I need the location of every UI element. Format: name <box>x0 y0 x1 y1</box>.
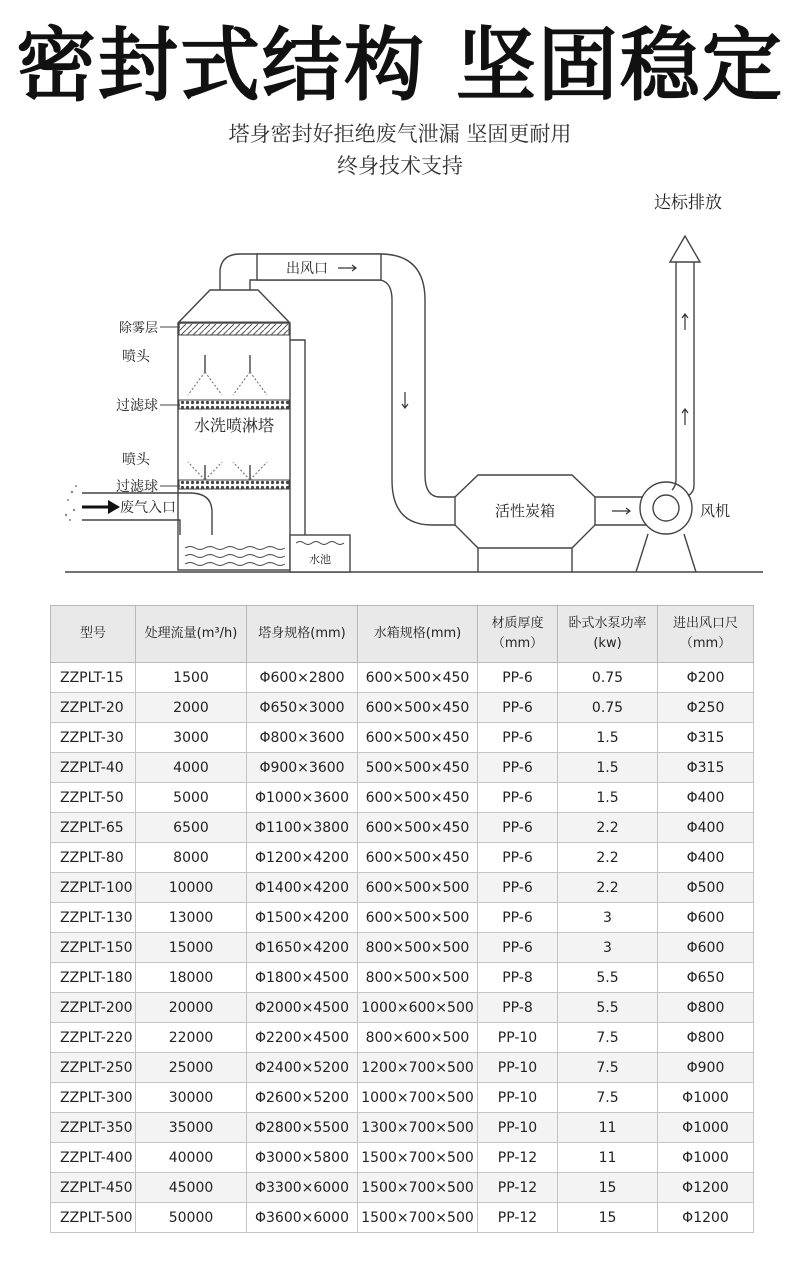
table-cell: 15 <box>558 1173 658 1203</box>
table-cell: PP-6 <box>478 813 558 843</box>
table-cell: ZZPLT-220 <box>51 1023 136 1053</box>
table-cell: 1500×700×500 <box>358 1143 478 1173</box>
table-cell: 1.5 <box>558 753 658 783</box>
table-cell: 800×600×500 <box>358 1023 478 1053</box>
table-cell: PP-6 <box>478 693 558 723</box>
filter-ball-layer-upper <box>179 400 289 409</box>
label-filter-ball-lower: 过滤球 <box>116 479 158 495</box>
label-tower-name: 水洗喷淋塔 <box>193 416 275 435</box>
table-cell: 800×500×500 <box>358 933 478 963</box>
table-cell: 600×500×500 <box>358 903 478 933</box>
table-row <box>51 723 754 753</box>
table-cell: Φ1200 <box>658 1203 754 1233</box>
table-cell: 11 <box>558 1143 658 1173</box>
table-cell: Φ2600×5200 <box>247 1083 358 1113</box>
table-cell: 3 <box>558 933 658 963</box>
table-cell: PP-12 <box>478 1173 558 1203</box>
table-cell: ZZPLT-65 <box>51 813 136 843</box>
table-cell: ZZPLT-350 <box>51 1113 136 1143</box>
table-row <box>51 873 754 903</box>
table-cell: 11 <box>558 1113 658 1143</box>
table-row <box>51 963 754 993</box>
table-cell: ZZPLT-15 <box>51 663 136 693</box>
table-cell: Φ2000×4500 <box>247 993 358 1023</box>
duct-lower-inner <box>425 475 455 497</box>
table-cell: 7.5 <box>558 1053 658 1083</box>
table-cell: 30000 <box>136 1083 247 1113</box>
table-cell: Φ3000×5800 <box>247 1143 358 1173</box>
table-cell: Φ900 <box>658 1053 754 1083</box>
table-cell: PP-8 <box>478 963 558 993</box>
subtitle-line-2: 终身技术支持 <box>337 154 463 178</box>
table-cell: Φ1000 <box>658 1083 754 1113</box>
table-row <box>51 1173 754 1203</box>
table-cell: PP-10 <box>478 1053 558 1083</box>
headline: 密封式结构 坚固稳定 <box>16 19 784 112</box>
table-row <box>51 663 754 693</box>
table-cell: 25000 <box>136 1053 247 1083</box>
table-cell: PP-6 <box>478 663 558 693</box>
table-cell: 1500×700×500 <box>358 1173 478 1203</box>
table-cell: 800×500×500 <box>358 963 478 993</box>
table-row <box>51 1053 754 1083</box>
label-filter-ball-upper: 过滤球 <box>116 398 158 414</box>
label-water-tank: 水池 <box>309 553 331 566</box>
table-cell: PP-8 <box>478 993 558 1023</box>
table-cell: PP-6 <box>478 753 558 783</box>
table-cell: Φ2200×4500 <box>247 1023 358 1053</box>
table-cell: 10000 <box>136 873 247 903</box>
tower-body <box>178 323 290 570</box>
filter-ball-layer-lower <box>179 480 289 489</box>
table-row <box>51 1143 754 1173</box>
table-cell: 15000 <box>136 933 247 963</box>
table-cell: Φ600 <box>658 933 754 963</box>
table-cell: 7.5 <box>558 1023 658 1053</box>
table-cell: 6500 <box>136 813 247 843</box>
table-cell: ZZPLT-150 <box>51 933 136 963</box>
label-air-outlet: 出风口 <box>286 261 328 277</box>
table-cell: 35000 <box>136 1113 247 1143</box>
table-row <box>51 933 754 963</box>
table-cell: Φ200 <box>658 663 754 693</box>
table-row <box>51 1083 754 1113</box>
inlet-arrow-head <box>108 500 120 514</box>
table-cell: 3 <box>558 903 658 933</box>
table-cell: Φ1500×4200 <box>247 903 358 933</box>
table-cell: 600×500×500 <box>358 873 478 903</box>
table-row <box>51 843 754 873</box>
table-cell: ZZPLT-180 <box>51 963 136 993</box>
label-nozzle-upper: 喷头 <box>122 349 150 365</box>
header-cell: 塔身规格(mm) <box>247 606 358 663</box>
table-row <box>51 753 754 783</box>
table-cell: Φ400 <box>658 843 754 873</box>
table-cell: ZZPLT-50 <box>51 783 136 813</box>
table-cell: Φ600 <box>658 903 754 933</box>
table-cell: Φ500 <box>658 873 754 903</box>
table-cell: Φ900×3600 <box>247 753 358 783</box>
header-cell: 材质厚度（mm） <box>478 606 558 663</box>
table-cell: 600×500×450 <box>358 843 478 873</box>
label-nozzle-lower: 喷头 <box>122 452 150 468</box>
table-cell: Φ1650×4200 <box>247 933 358 963</box>
table-cell: PP-6 <box>478 873 558 903</box>
inlet-duct-bottom <box>82 520 180 535</box>
subtitle-line-1: 塔身密封好拒绝废气泄漏 坚固更耐用 <box>228 122 572 146</box>
table-cell: Φ650×3000 <box>247 693 358 723</box>
stack-cap <box>670 236 700 262</box>
table-cell: 600×500×450 <box>358 723 478 753</box>
table-cell: ZZPLT-40 <box>51 753 136 783</box>
table-cell: Φ400 <box>658 813 754 843</box>
table-cell: 8000 <box>136 843 247 873</box>
table-cell: Φ1000×3600 <box>247 783 358 813</box>
table-row <box>51 1113 754 1143</box>
table-cell: 1200×700×500 <box>358 1053 478 1083</box>
table-cell: Φ1000 <box>658 1113 754 1143</box>
table-cell: 7.5 <box>558 1083 658 1113</box>
table-cell: 500×500×450 <box>358 753 478 783</box>
table-cell: Φ1200 <box>658 1173 754 1203</box>
table-cell: ZZPLT-400 <box>51 1143 136 1173</box>
table-cell: Φ315 <box>658 723 754 753</box>
duct-bend-inner <box>380 280 392 480</box>
table-row <box>51 693 754 723</box>
table-cell: Φ1800×4500 <box>247 963 358 993</box>
table-cell: ZZPLT-100 <box>51 873 136 903</box>
table-cell: 1500×700×500 <box>358 1203 478 1233</box>
table-cell: PP-12 <box>478 1143 558 1173</box>
table-cell: 50000 <box>136 1203 247 1233</box>
label-gas-inlet: 废气入口 <box>120 500 176 516</box>
table-cell: Φ600×2800 <box>247 663 358 693</box>
table-cell: 0.75 <box>558 693 658 723</box>
stack-right <box>688 268 694 496</box>
table-cell: 1.5 <box>558 723 658 753</box>
table-cell: 4000 <box>136 753 247 783</box>
table-cell: ZZPLT-450 <box>51 1173 136 1203</box>
table-cell: 2.2 <box>558 813 658 843</box>
table-cell: 13000 <box>136 903 247 933</box>
table-cell: 15 <box>558 1203 658 1233</box>
table-cell: 5.5 <box>558 963 658 993</box>
label-demister-layer: 除雾层 <box>118 321 158 336</box>
table-cell: Φ2400×5200 <box>247 1053 358 1083</box>
table-cell: Φ2800×5500 <box>247 1113 358 1143</box>
table-cell: ZZPLT-500 <box>51 1203 136 1233</box>
spec-table <box>50 605 754 1233</box>
table-cell: ZZPLT-300 <box>51 1083 136 1113</box>
table-header-row <box>51 606 754 663</box>
table-cell: 2.2 <box>558 873 658 903</box>
table-cell: Φ800×3600 <box>247 723 358 753</box>
header-cell: 型号 <box>51 606 136 663</box>
label-outlet-top: 达标排放 <box>654 193 722 213</box>
header-cell: 卧式水泵功率(kw) <box>558 606 658 663</box>
duct-top-inner <box>250 280 380 290</box>
table-cell: Φ1200×4200 <box>247 843 358 873</box>
header-cell: 处理流量(m³/h) <box>136 606 247 663</box>
table-cell: 600×500×450 <box>358 783 478 813</box>
table-cell: 20000 <box>136 993 247 1023</box>
table-cell: 5.5 <box>558 993 658 1023</box>
table-cell: PP-10 <box>478 1113 558 1143</box>
table-cell: ZZPLT-200 <box>51 993 136 1023</box>
table-row <box>51 813 754 843</box>
table-cell: 600×500×450 <box>358 813 478 843</box>
table-cell: ZZPLT-80 <box>51 843 136 873</box>
table-row <box>51 993 754 1023</box>
table-cell: PP-6 <box>478 843 558 873</box>
table-cell: PP-12 <box>478 1203 558 1233</box>
demister-layer <box>179 322 289 335</box>
table-cell: Φ1100×3800 <box>247 813 358 843</box>
table-cell: 22000 <box>136 1023 247 1053</box>
table-cell: 40000 <box>136 1143 247 1173</box>
table-cell: 3000 <box>136 723 247 753</box>
table-cell: 45000 <box>136 1173 247 1203</box>
table-cell: 600×500×450 <box>358 663 478 693</box>
fan-housing <box>640 482 692 534</box>
table-cell: PP-6 <box>478 933 558 963</box>
table-cell: Φ800 <box>658 1023 754 1053</box>
tower-roof <box>178 290 290 323</box>
table-cell: 18000 <box>136 963 247 993</box>
table-cell: Φ3300×6000 <box>247 1173 358 1203</box>
table-cell: 0.75 <box>558 663 658 693</box>
label-fan: 风机 <box>700 502 731 520</box>
table-cell: Φ3600×6000 <box>247 1203 358 1233</box>
table-cell: 1000×700×500 <box>358 1083 478 1113</box>
table-cell: ZZPLT-250 <box>51 1053 136 1083</box>
table-row <box>51 903 754 933</box>
table-cell: 5000 <box>136 783 247 813</box>
table-cell: 1000×600×500 <box>358 993 478 1023</box>
table-cell: PP-6 <box>478 783 558 813</box>
table-cell: 2.2 <box>558 843 658 873</box>
table-cell: Φ1000 <box>658 1143 754 1173</box>
table-cell: Φ1400×4200 <box>247 873 358 903</box>
table-cell: ZZPLT-30 <box>51 723 136 753</box>
table-cell: Φ315 <box>658 753 754 783</box>
header-cell: 水箱规格(mm) <box>358 606 478 663</box>
table-cell: 1500 <box>136 663 247 693</box>
table-cell: 600×500×450 <box>358 693 478 723</box>
table-cell: Φ400 <box>658 783 754 813</box>
process-diagram <box>0 180 800 580</box>
table-cell: Φ250 <box>658 693 754 723</box>
table-row <box>51 1023 754 1053</box>
table-cell: PP-10 <box>478 1083 558 1113</box>
table-cell: ZZPLT-130 <box>51 903 136 933</box>
table-cell: Φ650 <box>658 963 754 993</box>
duct-lower-outer <box>392 480 455 525</box>
label-carbon-box: 活性炭箱 <box>494 502 556 520</box>
table-cell: 2000 <box>136 693 247 723</box>
table-cell: PP-10 <box>478 1023 558 1053</box>
stack-left <box>672 268 676 490</box>
drain-pipe <box>290 340 305 535</box>
table-cell: PP-6 <box>478 903 558 933</box>
table-cell: PP-6 <box>478 723 558 753</box>
table-cell: ZZPLT-20 <box>51 693 136 723</box>
table-row <box>51 1203 754 1233</box>
table-cell: 1.5 <box>558 783 658 813</box>
header-cell: 进出风口尺（mm） <box>658 606 754 663</box>
table-row <box>51 783 754 813</box>
table-cell: Φ800 <box>658 993 754 1023</box>
table-cell: 1300×700×500 <box>358 1113 478 1143</box>
duct-bend-outer <box>380 254 425 475</box>
